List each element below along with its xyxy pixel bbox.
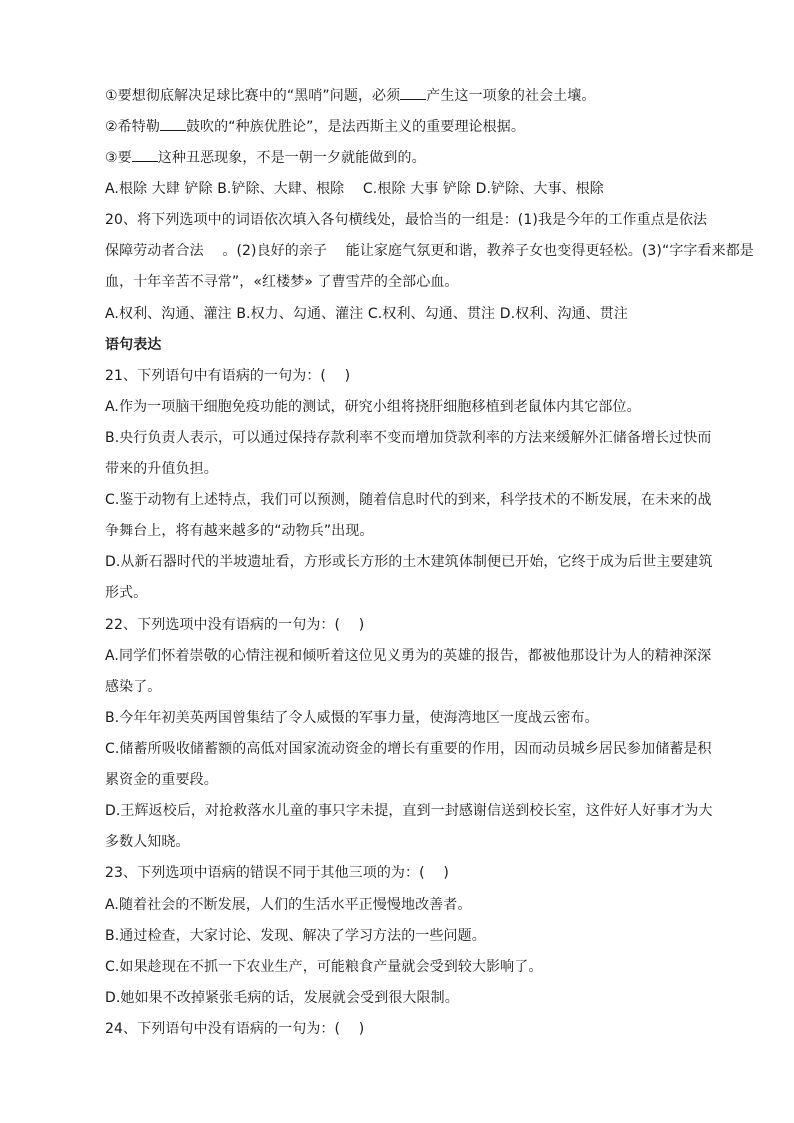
section-title: 语句表达 bbox=[105, 337, 162, 353]
sentence-3 bbox=[105, 147, 426, 169]
q21-option-b-line-1: B.央行负责人表示，可以通过保持存款利率不变而增加贷款利率的方法来缓解外汇储备增长过快而 bbox=[105, 430, 712, 446]
sentence-1-text-a: ①要想彻底解决足球比赛中的“黑哨”问题，必须 bbox=[105, 88, 401, 104]
sentence-3-text-b: 这种丑恶现象，不是一朝一夕就能做到的。 bbox=[157, 150, 426, 166]
q22-stem: 22、下列选项中没有语病的一句为：( ) bbox=[105, 617, 365, 633]
q22-option-d-line-1: D.王辉返校后，对抢救落水儿童的事只字未提，直到一封感谢信送到校长室，这件好人好事才为大 bbox=[105, 803, 713, 819]
q22-option-c-line-1: C.储蓄所吸收储蓄额的高低对国家流动资金的增长有重要的作用，因而动员城乡居民参加储蓄是积 bbox=[105, 741, 712, 757]
sentence-1 bbox=[105, 85, 595, 107]
sentence-2-text-a: ②希特勒 bbox=[105, 119, 160, 135]
q22-option-a-line-1: A.同学们怀着崇敬的心情注视和倾听着这位见义勇为的英雄的报告，都被他那设计为人的精神深深 bbox=[105, 648, 712, 664]
sentence-1-text-b: 产生这一项象的社会土壤。 bbox=[426, 88, 596, 104]
q23-option-c: C.如果趁现在不抓一下农业生产，可能粮食产量就会受到较大影响了。 bbox=[105, 959, 543, 975]
sentence-2-text-b: 鼓吹的“种族优胜论”，是法西斯主义的重要理论根据。 bbox=[185, 119, 525, 135]
q20-options: A.权利、沟通、灌注 B.权力、勾通、灌注 C.权利、勾通、贯注 D.权利、沟通、贯注 bbox=[105, 306, 628, 322]
q21-option-a: A.作为一项脑干细胞免疫功能的测试，研究小组将挠肝细胞移植到老鼠体内其它部位。 bbox=[105, 399, 641, 415]
q23-stem: 23、下列选项中语病的错误不同于其他三项的为：( ) bbox=[105, 865, 449, 881]
q20-line-2: 保障劳动者合法 。(2)良好的亲子 能让家庭气氛更和谐，教养子女也变得更轻松。(3)“字字看来都是 bbox=[105, 243, 754, 259]
sentence-2 bbox=[105, 116, 525, 138]
fill-blank bbox=[400, 85, 426, 100]
q23-option-b: B.通过检查，大家讨论、发现、解决了学习方法的一些问题。 bbox=[105, 928, 486, 944]
q19-options: A.根除 大肆 铲除 B.铲除、大肆、根除 C.根除 大事 铲除 D.铲除、大事、根除 bbox=[105, 181, 604, 197]
q21-option-c-line-1: C.鉴于动物有上述特点，我们可以预测，随着信息时代的到来，科学技术的不断发展，在未来的战 bbox=[105, 492, 712, 508]
q22-option-a-line-2: 感染了。 bbox=[105, 679, 162, 695]
fill-blank bbox=[160, 116, 186, 131]
q21-option-d-line-1: D.从新石器时代的半坡遗址看，方形或长方形的土木建筑体制便已开始，它终于成为后世主要建筑 bbox=[105, 554, 713, 570]
q22-option-c-line-2: 累资金的重要段。 bbox=[105, 772, 218, 788]
q21-stem: 21、下列语句中有语病的一句为：( ) bbox=[105, 368, 351, 384]
q24-stem: 24、下列语句中没有语病的一句为：( ) bbox=[105, 1021, 365, 1037]
q20-line-3: 血，十年辛苦不寻常”，«红楼梦» 了曹雪芹的全部心血。 bbox=[105, 274, 459, 290]
q23-option-d: D.她如果不改掉紧张毛病的话，发展就会受到很大限制。 bbox=[105, 990, 459, 1006]
q23-option-a: A.随着社会的不断发展，人们的生活水平正慢慢地改善者。 bbox=[105, 897, 472, 913]
q20-line-1: 20、将下列选项中的词语依次填入各句横线处，最恰当的一组是：(1)我是今年的工作重点是依法 bbox=[105, 212, 708, 228]
q21-option-d-line-2: 形式。 bbox=[105, 585, 148, 601]
sentence-3-text-a: ③要 bbox=[105, 150, 132, 166]
fill-blank bbox=[132, 147, 158, 162]
q22-option-d-line-2: 多数人知晓。 bbox=[105, 834, 190, 850]
q22-option-b: B.今年年初美英两国曾集结了令人威慑的军事力量，使海湾地区一度战云密布。 bbox=[105, 710, 599, 726]
q21-option-c-line-2: 争舞台上，将有越来越多的“动物兵”出现。 bbox=[105, 523, 374, 539]
q21-option-b-line-2: 带来的升值负担。 bbox=[105, 461, 218, 477]
